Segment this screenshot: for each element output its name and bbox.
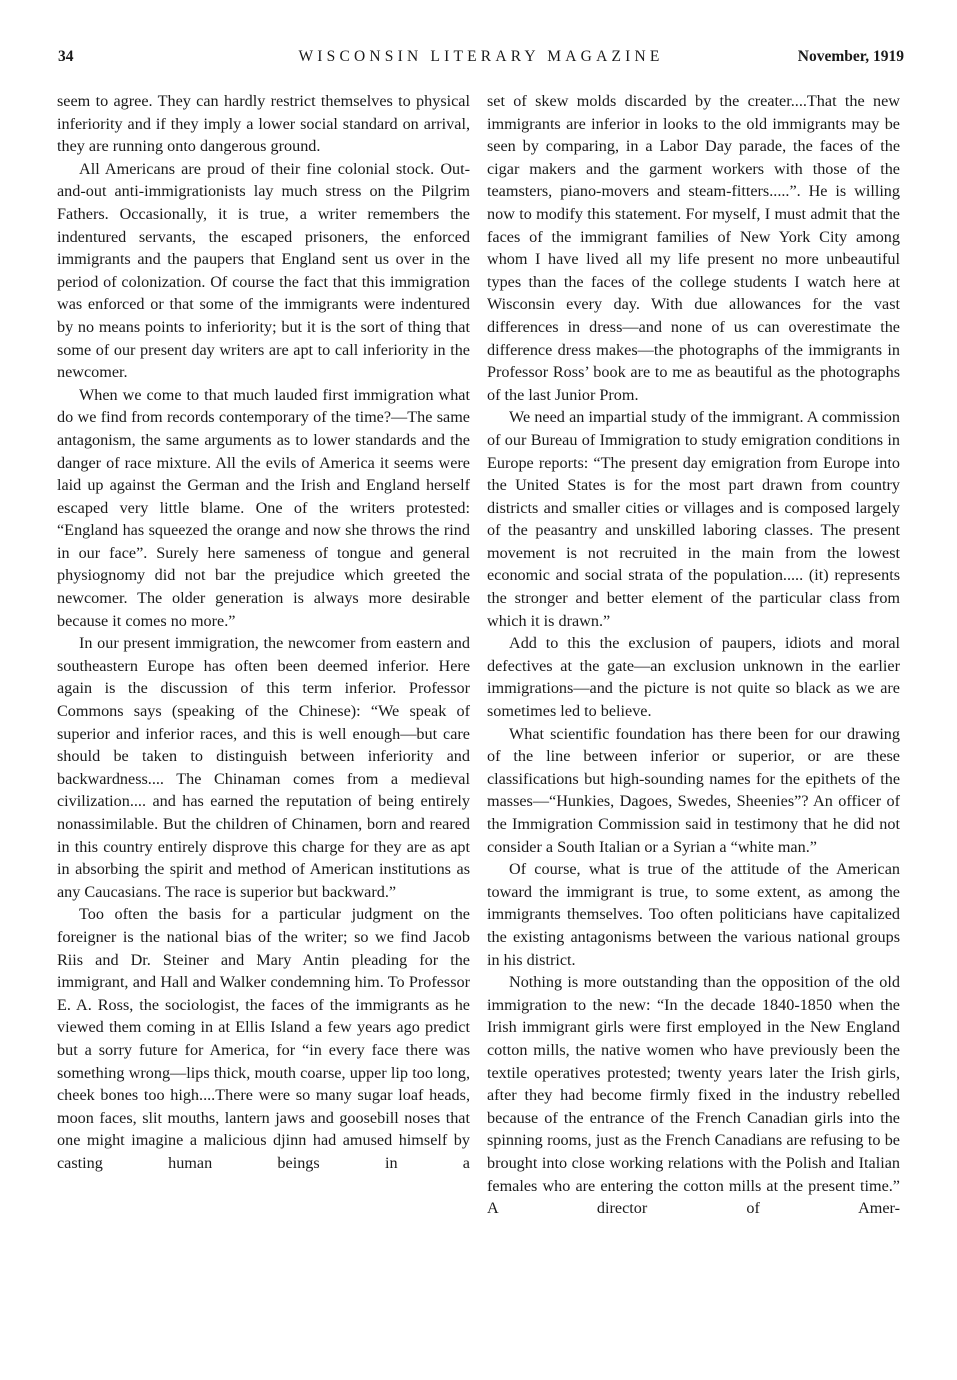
paragraph: Too often the basis for a particular judgment on the foreigner is the national bias of the writer; so we find Jacob Riis and Dr. Steiner and Mary Antin pleading for the immigrant, and Hall and Walker condemning him. To Professor E. A. Ross, the sociologist, the faces of the immigrants as he viewed them coming in at Ellis Island a few years ago predict but a sorry future for America, for “in every face there was something wrong—lips thick, mouth coarse, upper lip too long, cheek bones too high....There were so many sugar loaf heads, moon faces, slit mouths, lantern jaws and goosebill noses that one might imagine a malicious djinn had amused himself by casting human beings in a [57, 905, 470, 1172]
paragraph: When we come to that much lauded first immigration what do we find from records contemporary of the time?—The same antagonism, the same arguments as to lower standards and the danger of race mixture. All the evils of America it seems were laid up against the German and the Irish and England herself escaped very little blame. One of the writers protested: “England has squeezed the orange and now she throws the rind in our face”. Surely here sameness of tongue and general physiognomy did not bar the prejudice which greeted the newcomer. The older generation is always more desirable because it comes no more.” [57, 385, 470, 630]
page-number: 34 [58, 48, 74, 65]
paragraph: All Americans are proud of their fine colonial stock. Out-and-out anti-immigrationists lay much stress on the Pilgrim Fathers. Occasionally, it is true, a writer remembers the indentured servants, the escaped prisoners, the enforced immigrants and the paupers that England sent us over in the period of colonization. Of course the fact that this immigration was enforced or that some of the immigrants were indentured by no means points to inferiority; but it is the sort of thing that some of our present day writers are apt to call inferiority in the newcomer. [57, 159, 470, 382]
left-column [57, 90, 470, 1175]
paragraph: What scientific foundation has there been for our drawing of the line between inferior or superior, or are these classifications but high-sounding names for the epithets of the masses—“Hunkies, Dagoes, Swedes, Sheenies”? An officer of the Immigration Commission said in testimony that he did not consider a South Italian or a Syrian a “white man.” [487, 724, 900, 856]
paragraph: In our present immigration, the newcomer from eastern and southeastern Europe has often been deemed inferior. Here again is the discussion of this term inferior. Professor Commons says (speaking of the Chinese): “We speak of superior and inferior races, and this is well enough—but care should be taken to distinguish between inferiority and backwardness.... The Chinaman comes from a medieval civilization.... and has earned the reputation of being entirely nonassimilable. But the children of Chinamen, born and reared in this country entirely disprove this charge for they are as apt in absorbing the spirit and method of American institutions as any Caucasians. The race is superior but backward.” [57, 634, 470, 901]
right-column [487, 90, 900, 1220]
issue-date: November, 1919 [797, 48, 904, 65]
page-header [58, 48, 904, 72]
paragraph: set of skew molds discarded by the creater....That the new immigrants are inferior in looks to the old immigrants may be seen by comparing, in a Labor Day parade, the faces of the cigar makers and the garment workers with those of the teamsters, piano-movers and steam-fitters.....”. He is willing now to modify this statement. For myself, I must admit that the faces of the immigrant families of New York City among whom I have lived all my life present no more unbeautiful types than the faces of the college students I watch here at Wisconsin every day. With due allowances for the vast differences in dress—and none of us can overestimate the difference dress makes—the photographs of the immigrants in Professor Ross’ book are to me as beautiful as the photographs of the last Junior Prom. [487, 92, 900, 404]
magazine-title: WISCONSIN LITERARY MAGAZINE [298, 48, 664, 65]
paragraph: We need an impartial study of the immigrant. A commission of our Bureau of Immigration to study emigration conditions in Europe reports: “The present day emigration from Europe into the United States is for the most part drawn from country districts and smaller cities or villages and is composed largely of the peasantry and unskilled laboring classes. The present movement is not recruited in the main from the lowest economic and social strata of the population..... (it) represents the stronger and better element of the particular class from which it is drawn.” [487, 408, 900, 630]
paragraph: Add to this the exclusion of paupers, idiots and moral defectives at the gate—an exclusion unknown in the earlier immigrations—and the picture is not quite so black as we are sometimes led to believe. [487, 634, 900, 721]
paragraph: Nothing is more outstanding than the opposition of the old immigration to the new: “In the decade 1840-1850 when the Irish immigrant girls were first employed in the New England cotton mills, the native women who have previously been the textile operatives protested; twenty years later the Irish girls, after they had become firmly fixed in the industry rebelled because of the entrance of the French Canadian girls into the spinning rooms, just as the French Canadians are refusing to be brought into close working relations with the Polish and Italian females who are entering the cotton mills at the present time.” A director of Amer- [487, 973, 900, 1218]
paragraph: Of course, what is true of the attitude of the American toward the immigrant is true, to some extent, as among the immigrants themselves. Too often politicians have capitalized the existing antagonisms between the various national groups in his district. [487, 860, 900, 969]
paragraph: seem to agree. They can hardly restrict themselves to physical inferiority and if they imply a lower social standard on arrival, they are running onto dangerous ground. [57, 92, 470, 156]
